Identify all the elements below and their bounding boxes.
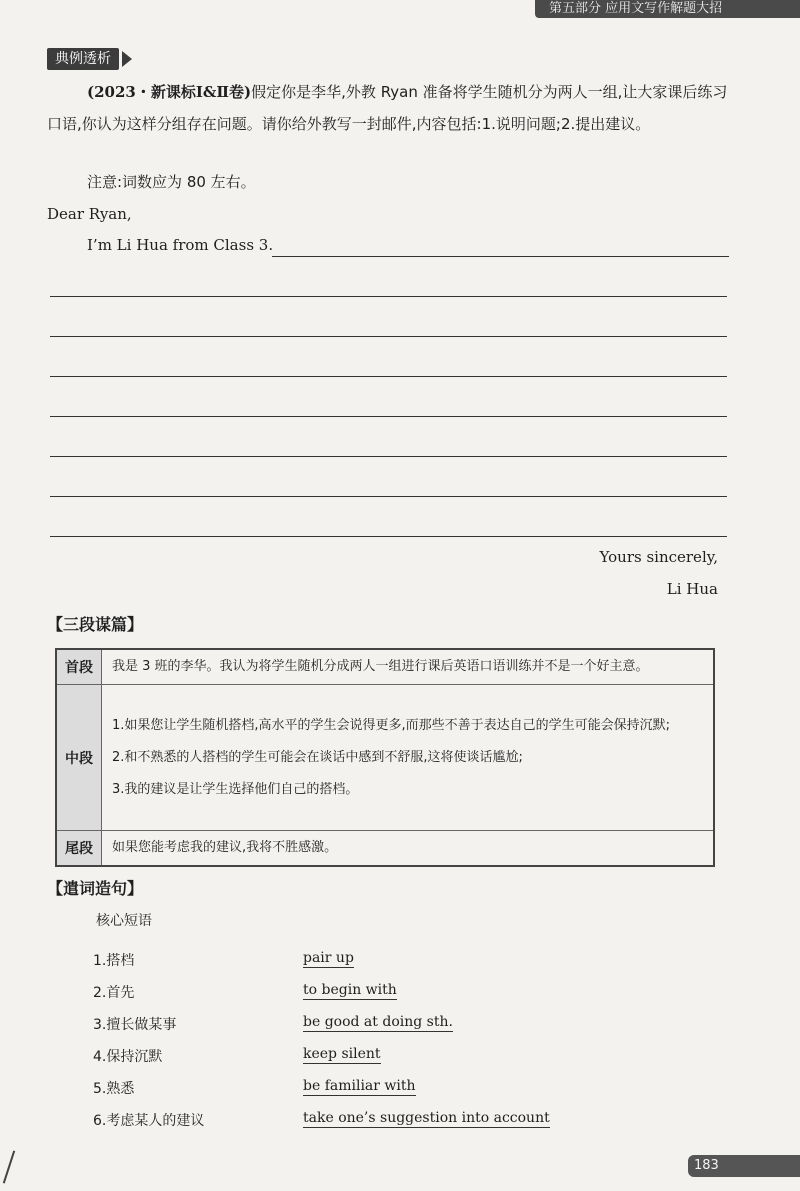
table-row: [56, 685, 714, 831]
vocab-heading: 【遣词造句】: [47, 879, 144, 898]
section-tag-label: 典例透析: [47, 48, 119, 70]
phrase-english: be familiar with: [303, 1078, 416, 1094]
segment-label: 首段: [56, 649, 102, 685]
table-row: [56, 831, 714, 867]
task-prompt-text: 假定你是李华,外教 Ryan 准备将学生随机分为两人一组,让大家课后练习口语,你认为这样分组存在问题。请你给外教写一封邮件,内容包括:1.说明问题;2.提出建议。: [47, 83, 728, 133]
plan-item: 2.和不熟悉的人搭档的学生可能会在谈话中感到不舒服,这将使谈话尴尬;: [112, 749, 523, 765]
writing-line: [50, 376, 727, 377]
vocab-subheading: 核心短语: [96, 913, 152, 929]
plan-heading: 【三段谋篇】: [47, 615, 144, 634]
writing-line: [272, 256, 729, 257]
writing-line: [50, 416, 727, 417]
phrase-chinese: 3.擅长做某事: [93, 1017, 177, 1033]
phrase-english: to begin with: [303, 982, 397, 998]
writing-line: [50, 536, 727, 537]
plan-item: 我是 3 班的李华。我认为将学生随机分成两人一组进行课后英语口语训练并不是一个好主意。: [112, 659, 649, 674]
three-paragraph-plan-table: [55, 648, 715, 867]
word-count-note: 注意:词数应为 80 左右。: [87, 173, 256, 191]
segment-content: [102, 831, 715, 867]
phrase-chinese: 4.保持沉默: [93, 1049, 163, 1065]
segment-label: 尾段: [56, 831, 102, 867]
plan-item: 如果您能考虑我的建议,我将不胜感激。: [112, 840, 338, 855]
table-row: [56, 649, 714, 685]
phrase-english: pair up: [303, 950, 354, 966]
plan-item: 3.我的建议是让学生选择他们自己的搭档。: [112, 781, 359, 797]
phrase-english: be good at doing sth.: [303, 1014, 453, 1030]
letter-closing: Yours sincerely,: [599, 548, 718, 566]
letter-signature: Li Hua: [666, 580, 718, 598]
writing-line: [50, 336, 727, 337]
phrase-english: keep silent: [303, 1046, 381, 1062]
chapter-banner: 第五部分 应用文写作解题大招: [535, 0, 800, 18]
page-number: 183: [688, 1155, 800, 1177]
segment-label: 中段: [56, 685, 102, 831]
plan-item: 1.如果您让学生随机搭档,高水平的学生会说得更多,而那些不善于表达自己的学生可能会保持沉默;: [112, 717, 671, 733]
segment-content: [102, 649, 715, 685]
section-tag: [47, 48, 132, 70]
letter-first-line: I’m Li Hua from Class 3.: [87, 236, 274, 254]
segment-content: [102, 685, 715, 831]
writing-line: [50, 456, 727, 457]
pencil-mark: [3, 1151, 15, 1184]
phrase-english: take one’s suggestion into account: [303, 1110, 550, 1126]
task-source: (2023・新课标Ⅰ&Ⅱ卷): [87, 83, 252, 101]
letter-greeting: Dear Ryan,: [47, 205, 132, 223]
task-prompt: [47, 76, 737, 140]
phrase-chinese: 2.首先: [93, 985, 135, 1001]
triangle-arrow-icon: [122, 51, 132, 67]
phrase-chinese: 6.考虑某人的建议: [93, 1113, 205, 1129]
writing-line: [50, 296, 727, 297]
phrase-chinese: 1.搭档: [93, 953, 135, 969]
writing-line: [50, 496, 727, 497]
phrase-chinese: 5.熟悉: [93, 1081, 135, 1097]
